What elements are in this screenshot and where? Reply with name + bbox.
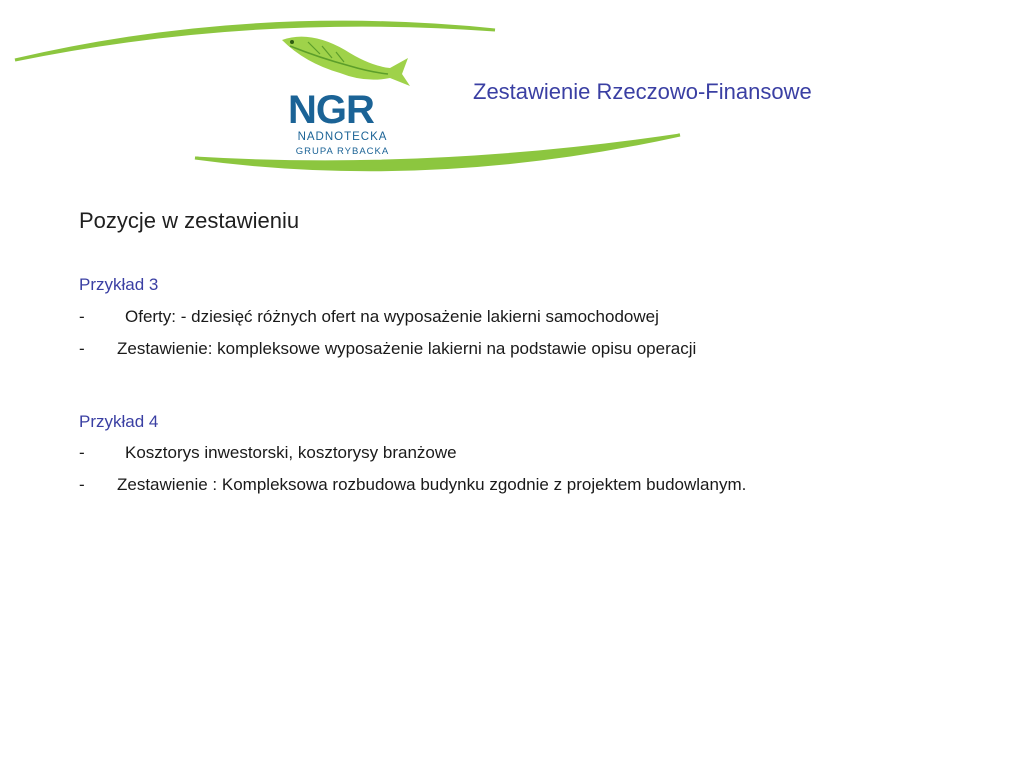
list-item-text: Kosztorys inwestorski, kosztorysy branżowe	[125, 443, 457, 463]
list-item	[79, 306, 887, 329]
slide-content	[79, 208, 887, 497]
logo-letters: NGR	[288, 88, 374, 132]
top-swoosh	[15, 22, 495, 60]
list-item	[79, 338, 887, 361]
logo-text-line2: GRUPA RYBACKA	[295, 146, 390, 157]
logo-text-line1: NADNOTECKA	[297, 131, 388, 143]
list-dash: -	[79, 338, 85, 358]
bottom-swoosh	[195, 135, 680, 170]
list-item-text: Zestawienie : Kompleksowa rozbudowa budynku zgodnie z projektem budowlanym.	[117, 474, 747, 494]
list-item-text: Oferty: - dziesięć różnych ofert na wyposażenie lakierni samochodowej	[125, 306, 659, 326]
list-dash: -	[79, 306, 85, 326]
list-item	[79, 442, 887, 465]
example-3-title: Przykład 3	[79, 275, 159, 295]
list-item-text: Zestawienie: kompleksowe wyposażenie lakierni na podstawie opisu operacji	[117, 338, 697, 358]
ngr-logo	[270, 28, 415, 163]
slide-title: Zestawienie Rzeczowo-Finansowe	[473, 79, 812, 104]
example-4-title: Przykład 4	[79, 411, 159, 431]
list-dash: -	[79, 474, 85, 494]
section-heading: Pozycje w zestawieniu	[79, 208, 300, 233]
list-item	[79, 474, 887, 497]
list-dash: -	[79, 443, 85, 463]
